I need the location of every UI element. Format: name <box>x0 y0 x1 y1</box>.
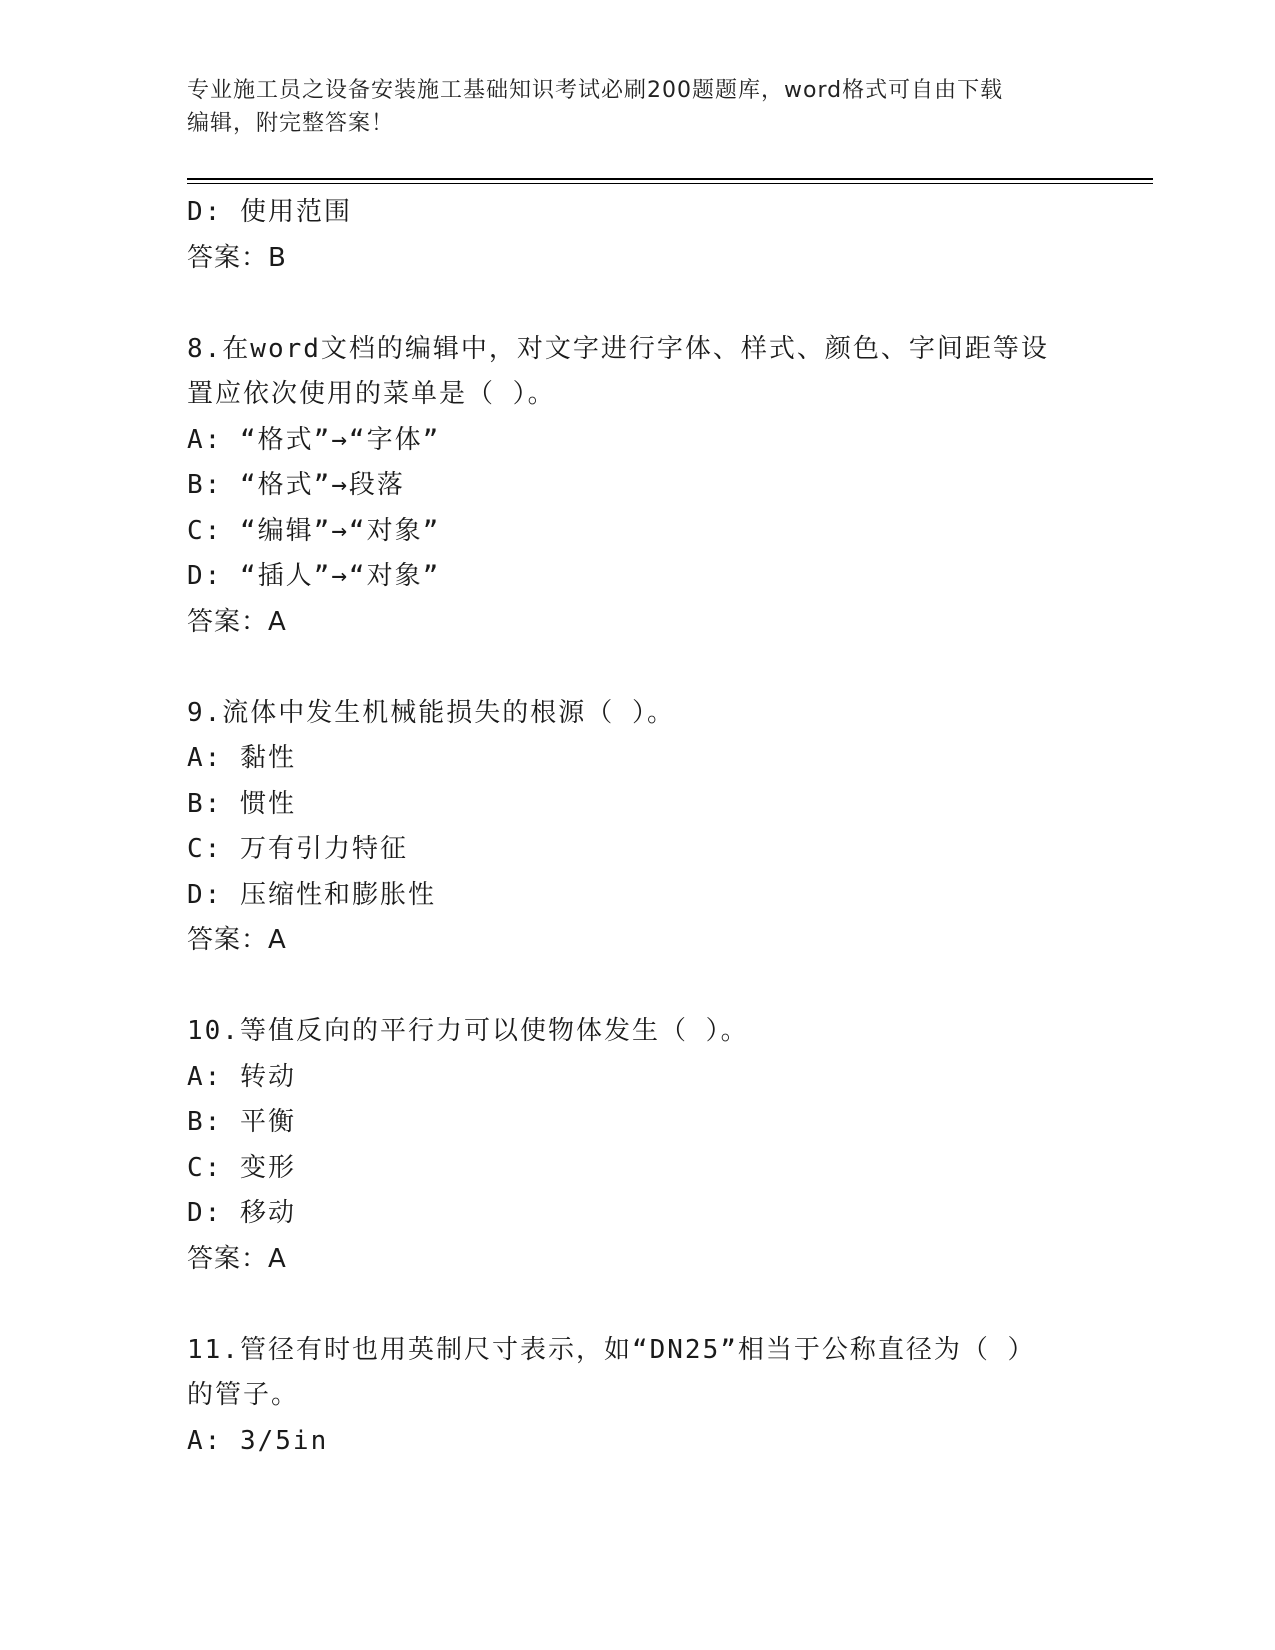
header-title-line2: 编辑，附完整答案！ <box>187 111 395 136</box>
option-a: A: 3/5in <box>187 1425 329 1456</box>
answer: 答案：A <box>187 606 287 637</box>
option-c: C: “编辑”→“对象” <box>187 515 441 546</box>
option-b: B: 平衡 <box>187 1107 296 1137</box>
question-11 <box>187 1328 1087 1465</box>
spacer <box>187 281 1087 327</box>
question-stem: 10.等值反向的平行力可以使物体发生（ ）。 <box>187 1016 749 1046</box>
option-d: D: 移动 <box>187 1198 296 1228</box>
prev-option-d: D: 使用范围 <box>187 197 352 227</box>
question-stem: 9.流体中发生机械能损失的根源（ ）。 <box>187 697 675 728</box>
option-a: A: 转动 <box>187 1061 296 1092</box>
option-d: D: “插人”→“对象” <box>187 561 441 591</box>
spacer <box>187 1282 1087 1328</box>
option-b: B: 惯性 <box>187 788 296 819</box>
spacer <box>187 645 1087 691</box>
header-divider-thick <box>187 178 1153 180</box>
option-a: A: 黏性 <box>187 743 296 773</box>
question-10 <box>187 1009 1087 1282</box>
answer: 答案：A <box>187 1243 287 1274</box>
question-8 <box>187 327 1087 646</box>
header-divider-thin <box>187 183 1153 184</box>
spacer <box>187 964 1087 1010</box>
question-stem: 8.在word文档的编辑中，对文字进行字体、样式、颜色、字间距等设 <box>187 333 1049 364</box>
header-title-line1: 专业施工员之设备安装施工基础知识考试必刷200题题库，word格式可自由下载 <box>187 78 1004 103</box>
option-a: A: “格式”→“字体” <box>187 424 441 455</box>
option-d: D: 压缩性和膨胀性 <box>187 879 436 910</box>
question-stem: 11.管径有时也用英制尺寸表示，如“DN25”相当于公称直径为（ ） <box>187 1334 1036 1365</box>
question-stem-cont: 置应依次使用的菜单是（ ）。 <box>187 379 556 409</box>
question-stem-cont: 的管子。 <box>187 1380 300 1410</box>
prev-answer: 答案：B <box>187 242 287 273</box>
answer: 答案：A <box>187 925 287 955</box>
document-header <box>187 74 1067 140</box>
question-9 <box>187 691 1087 964</box>
option-c: C: 变形 <box>187 1152 296 1183</box>
option-b: B: “格式”→段落 <box>187 470 405 500</box>
option-c: C: 万有引力特征 <box>187 834 408 864</box>
document-body <box>187 190 1087 1464</box>
